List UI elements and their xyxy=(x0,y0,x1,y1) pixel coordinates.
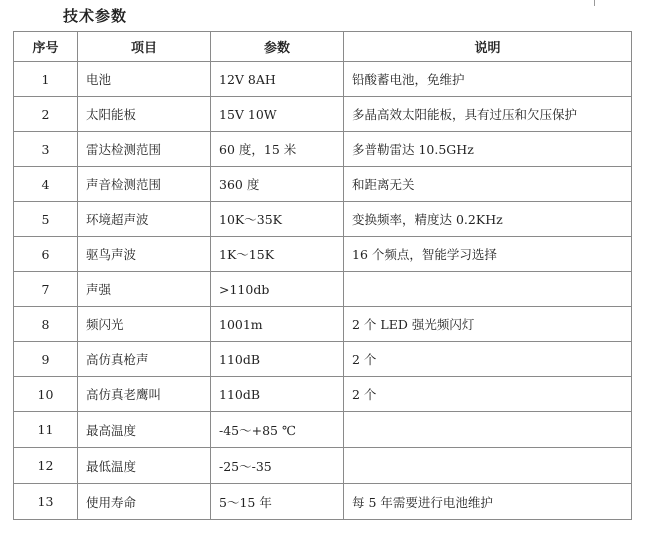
cell-item: 声强 xyxy=(78,272,211,307)
cell-param: 1001m xyxy=(211,307,344,342)
cell-item: 最高温度 xyxy=(78,412,211,448)
cell-param: 60 度，15 米 xyxy=(211,132,344,167)
cell-desc xyxy=(344,412,632,448)
table-body xyxy=(14,62,632,520)
cell-param: 15V 10W xyxy=(211,97,344,132)
cell-desc: 2 个 xyxy=(344,377,632,412)
cell-item: 频闪光 xyxy=(78,307,211,342)
cell-param: >110db xyxy=(211,272,344,307)
header-param: 参数 xyxy=(211,32,344,62)
cell-item: 太阳能板 xyxy=(78,97,211,132)
cell-no: 10 xyxy=(14,377,78,412)
cell-desc: 变换频率，精度达 0.2KHz xyxy=(344,202,632,237)
table-row xyxy=(14,62,632,97)
cell-item: 环境超声波 xyxy=(78,202,211,237)
cell-desc: 16 个频点，智能学习选择 xyxy=(344,237,632,272)
table-row xyxy=(14,97,632,132)
table-row xyxy=(14,237,632,272)
cell-param: 110dB xyxy=(211,377,344,412)
cell-item: 声音检测范围 xyxy=(78,167,211,202)
cell-param: 360 度 xyxy=(211,167,344,202)
cell-no: 1 xyxy=(14,62,78,97)
cell-desc: 2 个 xyxy=(344,342,632,377)
cell-desc xyxy=(344,448,632,484)
table-row xyxy=(14,412,632,448)
cell-item: 最低温度 xyxy=(78,448,211,484)
header-desc: 说明 xyxy=(344,32,632,62)
cell-no: 7 xyxy=(14,272,78,307)
cell-no: 4 xyxy=(14,167,78,202)
cell-item: 驱鸟声波 xyxy=(78,237,211,272)
cell-no: 12 xyxy=(14,448,78,484)
cell-desc: 每 5 年需要进行电池维护 xyxy=(344,484,632,520)
header-item: 项目 xyxy=(78,32,211,62)
cell-item: 使用寿命 xyxy=(78,484,211,520)
table-row xyxy=(14,272,632,307)
table-row xyxy=(14,132,632,167)
cell-desc: 多普勒雷达 10.5GHz xyxy=(344,132,632,167)
table-row xyxy=(14,307,632,342)
cell-no: 8 xyxy=(14,307,78,342)
cell-param: 110dB xyxy=(211,342,344,377)
cell-no: 11 xyxy=(14,412,78,448)
cell-desc: 2 个 LED 强光频闪灯 xyxy=(344,307,632,342)
cell-no: 2 xyxy=(14,97,78,132)
page-title: 技术参数 xyxy=(63,7,128,25)
cell-desc: 铅酸蓄电池，免维护 xyxy=(344,62,632,97)
cell-param: 5～15 年 xyxy=(211,484,344,520)
table-row xyxy=(14,202,632,237)
cell-no: 13 xyxy=(14,484,78,520)
cell-item: 电池 xyxy=(78,62,211,97)
table-header-row xyxy=(14,32,632,62)
table-row xyxy=(14,167,632,202)
spec-table xyxy=(13,31,632,520)
cell-param: -45～+85 ℃ xyxy=(211,412,344,448)
table-row xyxy=(14,342,632,377)
cell-param: -25～-35 xyxy=(211,448,344,484)
cell-param: 1K～15K xyxy=(211,237,344,272)
cell-no: 6 xyxy=(14,237,78,272)
table-row xyxy=(14,448,632,484)
cell-item: 雷达检测范围 xyxy=(78,132,211,167)
cell-no: 9 xyxy=(14,342,78,377)
cell-item: 高仿真老鹰叫 xyxy=(78,377,211,412)
table-row xyxy=(14,484,632,520)
cell-item: 高仿真枪声 xyxy=(78,342,211,377)
cell-desc xyxy=(344,272,632,307)
cell-param: 12V 8AH xyxy=(211,62,344,97)
cell-no: 3 xyxy=(14,132,78,167)
table-row xyxy=(14,377,632,412)
corner-mark xyxy=(594,0,595,6)
cell-desc: 多晶高效太阳能板，具有过压和欠压保护 xyxy=(344,97,632,132)
cell-no: 5 xyxy=(14,202,78,237)
cell-desc: 和距离无关 xyxy=(344,167,632,202)
cell-param: 10K～35K xyxy=(211,202,344,237)
header-no: 序号 xyxy=(14,32,78,62)
